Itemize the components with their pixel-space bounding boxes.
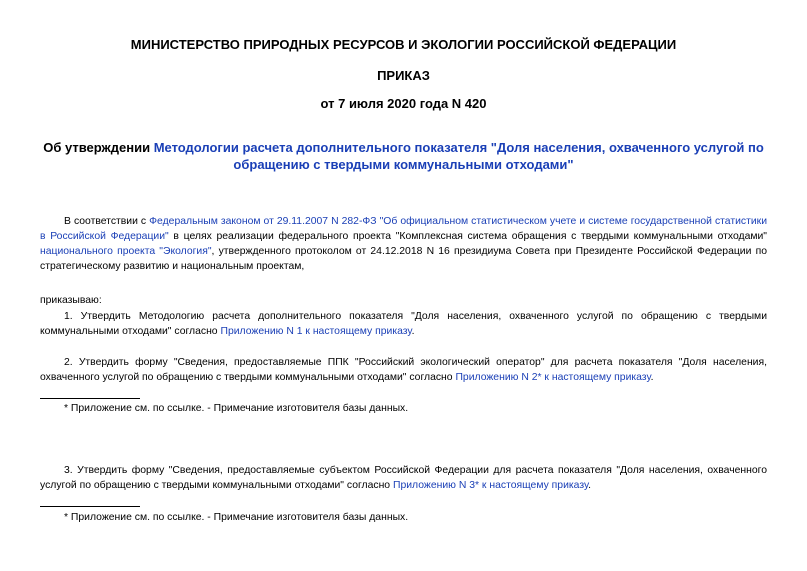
footnote-divider-1 xyxy=(40,398,140,399)
national-project-link[interactable]: национального проекта "Экология" xyxy=(40,246,212,257)
item-1-end: . xyxy=(411,326,415,337)
appendix-1-link[interactable]: Приложению N 1 к настоящему приказу xyxy=(220,326,412,337)
preamble-paragraph xyxy=(40,214,767,274)
footnote-2: * Приложение см. по ссылке. - Примечание изготовителя базы данных. xyxy=(64,512,409,523)
document-title xyxy=(30,139,777,173)
preamble-text-2: в целях реализации федерального проекта "Комплексная система обращения с твердыми коммунальными отходами" xyxy=(168,231,767,242)
order-word: приказываю: xyxy=(40,295,102,306)
footnote-1: * Приложение см. по ссылке. - Примечание изготовителя базы данных. xyxy=(64,403,409,414)
date-number-heading: от 7 июля 2020 года N 420 xyxy=(320,96,487,111)
item-1 xyxy=(40,309,767,339)
item-3-end: . xyxy=(588,480,592,491)
ministry-heading: МИНИСТЕРСТВО ПРИРОДНЫХ РЕСУРСОВ И ЭКОЛОГИИ РОССИЙСКОЙ ФЕДЕРАЦИИ xyxy=(130,37,677,52)
methodology-link[interactable]: Методологии расчета дополнительного показателя "Доля населения, охваченного услугой по обращению с твердыми коммунальными отходами" xyxy=(153,140,764,172)
footnote-divider-2 xyxy=(40,506,140,507)
title-prefix: Об утверждении xyxy=(43,140,154,155)
federal-law-link[interactable]: Федеральным законом от 29.11.2007 N 282-ФЗ "Об официальном статистическом учете и системе государственной статистики в Российской Федерации" xyxy=(40,216,768,242)
item-2-end: . xyxy=(650,372,654,383)
appendix-3-link[interactable]: Приложению N 3* к настоящему приказу xyxy=(392,480,589,491)
preamble-text-1: В соответствии с xyxy=(64,216,150,227)
item-2 xyxy=(40,355,767,385)
item-3-text: 3. Утвердить форму "Сведения, предоставляемые субъектом Российской Федерации для расчета показателя "Доля населения, охваченного услугой по обращению с твердыми коммунальными отходами" согласно xyxy=(40,465,767,491)
preamble-text-3: , утвержденного протоколом от 24.12.2018 N 16 президиума Совета при Президенте Российской Федерации по стратегическому развитию и национальным проектам, xyxy=(40,246,767,272)
item-1-text: 1. Утвердить Методологию расчета дополнительного показателя "Доля населения, охваченного услугой по обращению с твердыми коммунальными отходами" согласно xyxy=(40,311,767,337)
item-2-text: 2. Утвердить форму "Сведения, предоставляемые ППК "Российский экологический оператор" для расчета показателя "Доля населения, охваченного услугой по обращению с твердыми коммунальными отходами" согласно xyxy=(40,357,767,383)
appendix-2-link[interactable]: Приложению N 2* к настоящему приказу xyxy=(455,372,651,383)
doc-type-heading: ПРИКАЗ xyxy=(377,68,430,83)
item-3 xyxy=(40,463,767,493)
